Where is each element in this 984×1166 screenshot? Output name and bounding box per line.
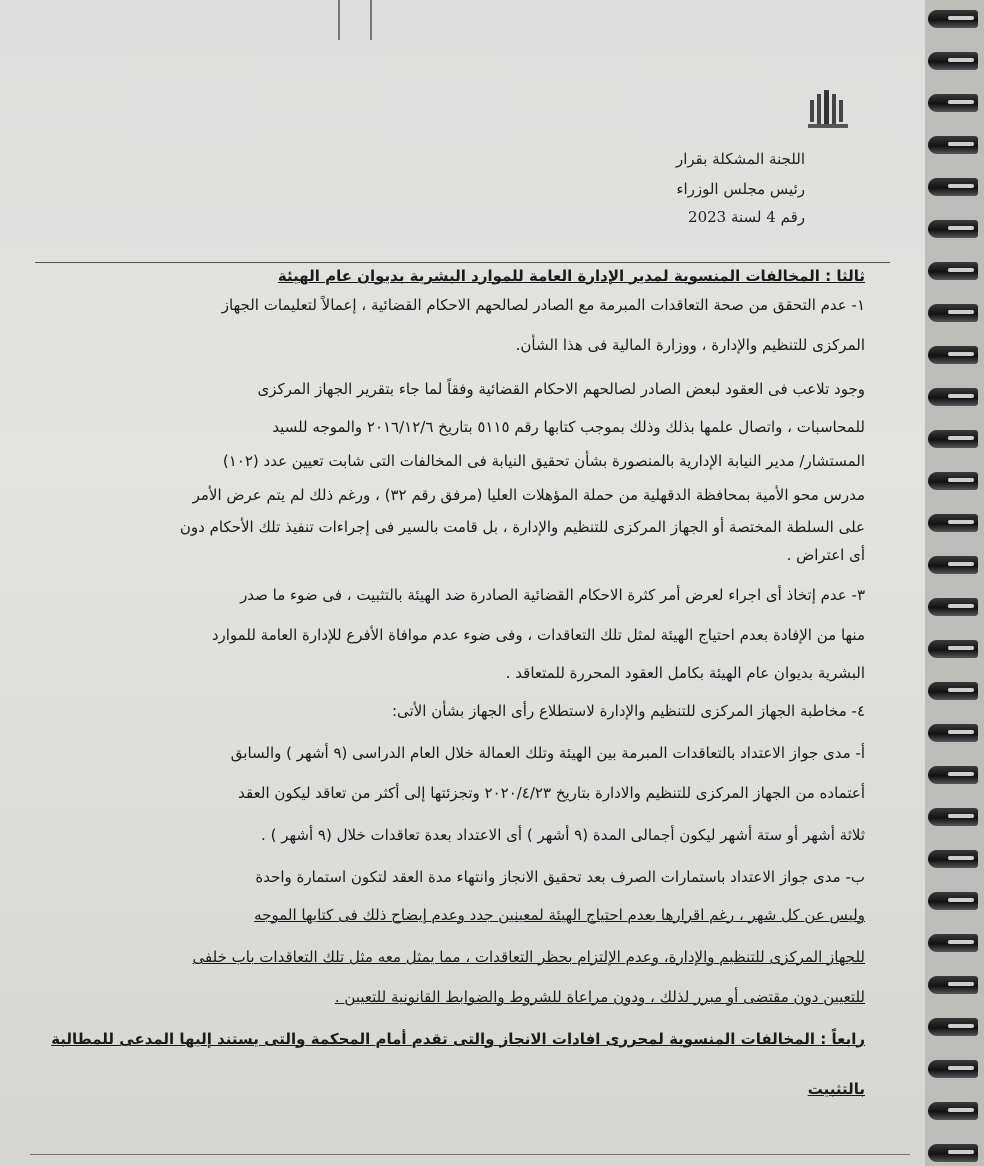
- item-4b-line-4: للتعيين دون مقتضى أو مبرر لذلك ، ودون مراعاة للشروط والضوابط القانونية للتعيين .: [334, 988, 865, 1006]
- binding-ring: [928, 52, 978, 70]
- header-committee: اللجنة المشكلة بقرار: [675, 150, 805, 168]
- item-2-line-3: المستشار/ مدير النيابة الإدارية بالمنصورة بشأن تحقيق النيابة فى المخالفات التى شابت تعيين عدد (١٠٢): [222, 452, 865, 470]
- binding-ring: [928, 262, 978, 280]
- section-4-title-line-1: رابعاً : المخالفات المنسوبة لمحررى افادات الانجاز والتى تقدم أمام المحكمة والتى يستند إليها المدعى للمطالبة: [51, 1030, 865, 1048]
- binding-ring: [928, 1018, 978, 1036]
- item-2-line-2: للمحاسبات ، واتصال علمها بذلك وذلك بموجب كتابها رقم ٥١١٥ بتاريخ ٢٠١٦/١٢/٦ والموجه للسيد: [272, 418, 865, 436]
- item-4b-line-1: ب- مدى جواز الاعتداد باستمارات الصرف بعد تحقيق الانجاز وانتهاء مدة العقد لتكون استمارة واحدة: [255, 868, 865, 886]
- item-2-line-4: مدرس محو الأمية بمحافظة الدقهلية من حملة المؤهلات العليا (مرفق رقم ٣٢) ، ورغم ذلك لم يتم عرض الأمر: [192, 486, 865, 504]
- binding-ring: [928, 388, 978, 406]
- item-4a-line-3: ثلاثة أشهر أو ستة أشهر ليكون أجمالى المدة (٩ أشهر ) أى الاعتداد بعدة تعاقدات خلال (٩ أشهر ) .: [261, 826, 865, 844]
- header-decree: رقم 4 لسنة 2023: [688, 208, 805, 226]
- binding-ring: [928, 472, 978, 490]
- binding-ring: [928, 556, 978, 574]
- binding-ring: [928, 178, 978, 196]
- separator-line: [35, 262, 890, 263]
- binding-ring: [928, 10, 978, 28]
- binding-ring: [928, 598, 978, 616]
- item-4-line-1: ٤- مخاطبة الجهاز المركزى للتنظيم والإدارة لاستطلاع رأى الجهاز بشأن الأتى:: [391, 702, 865, 720]
- binding-ring: [928, 1102, 978, 1120]
- item-3-line-3: البشرية بديوان عام الهيئة بكامل العقود المحررة للمتعاقد .: [505, 664, 865, 682]
- binding-ring: [928, 514, 978, 532]
- binding-ring: [928, 346, 978, 364]
- binding-ring: [928, 976, 978, 994]
- binding-ring: [928, 430, 978, 448]
- eagle-emblem-icon: [806, 86, 850, 134]
- binding-ring: [928, 766, 978, 784]
- binding-ring: [928, 892, 978, 910]
- binding-ring: [928, 1144, 978, 1162]
- item-3-line-2: منها من الإفادة بعدم احتياج الهيئة لمثل تلك التعاقدات ، وفى ضوء عدم موافاة الأفرع للإدارة العامة للموارد: [211, 626, 865, 644]
- binding-ring: [928, 304, 978, 322]
- item-4b-line-2: وليس عن كل شهر ، رغم اقرارها بعدم احتياج الهيئة لمعينين جدد وعدم إيضاح ذلك فى كتابها الموجه: [254, 906, 865, 924]
- header-pm: رئيس مجلس الوزراء: [676, 180, 805, 198]
- page-bottom-edge: [30, 1154, 910, 1155]
- binding-ring: [928, 850, 978, 868]
- item-4a-line-1: أ- مدى جواز الاعتداد بالتعاقدات المبرمة بين الهيئة وتلك العمالة خلال العام الدراسى (٩ أشهر ) والسابق: [230, 744, 865, 762]
- item-1-line-1: ١- عدم التحقق من صحة التعاقدات المبرمة مع الصادر لصالحهم الاحكام القضائية ، إعمالاً لتعليمات الجهاز: [221, 296, 865, 314]
- binding-ring: [928, 136, 978, 154]
- binding-ring: [928, 94, 978, 112]
- item-2-line-6: أى اعتراض .: [786, 546, 865, 564]
- binding-ring: [928, 640, 978, 658]
- item-4b-line-3: للجهاز المركزى للتنظيم والإدارة، وعدم الإلتزام بحظر التعاقدات ، مما يمثل معه مثل تلك التعاقدات باب خلفى: [192, 948, 865, 966]
- top-mark: [338, 0, 340, 40]
- section-3-title: ثالثا : المخالفات المنسوبة لمدير الإدارة العامة للموارد البشرية بديوان عام الهيئة: [277, 267, 865, 285]
- binding-ring: [928, 220, 978, 238]
- item-4a-line-2: أعتماده من الجهاز المركزى للتنظيم والادارة بتاريخ ٢٠٢٠/٤/٢٣ وتجزئتها إلى أكثر من تعاقد ليكون العقد: [238, 784, 865, 802]
- binding-ring: [928, 724, 978, 742]
- binding-ring: [928, 934, 978, 952]
- top-mark: [370, 0, 372, 40]
- binding-ring: [928, 1060, 978, 1078]
- binding-ring: [928, 808, 978, 826]
- item-2-line-1: وجود تلاعب فى العقود لبعض الصادر لصالحهم الاحكام القضائية وفقاً لما جاء بتقرير الجهاز المركزى: [257, 380, 865, 398]
- item-2-line-5: على السلطة المختصة أو الجهاز المركزى للتنظيم والإدارة ، بل قامت بالسير فى إجراءات تنفيذ تلك الأحكام دون: [179, 518, 865, 536]
- item-3-line-1: ٣- عدم إتخاذ أى اجراء لعرض أمر كثرة الاحكام القضائية الصادرة ضد الهيئة بالتثبيت ، فى ضوء ما صدر: [240, 586, 865, 604]
- spiral-binding: [925, 0, 984, 1166]
- section-4-title-line-2: بالتثبيت: [807, 1080, 865, 1098]
- item-1-line-2: المركزى للتنظيم والإدارة ، ووزارة المالية فى هذا الشأن.: [515, 336, 865, 354]
- binding-ring: [928, 682, 978, 700]
